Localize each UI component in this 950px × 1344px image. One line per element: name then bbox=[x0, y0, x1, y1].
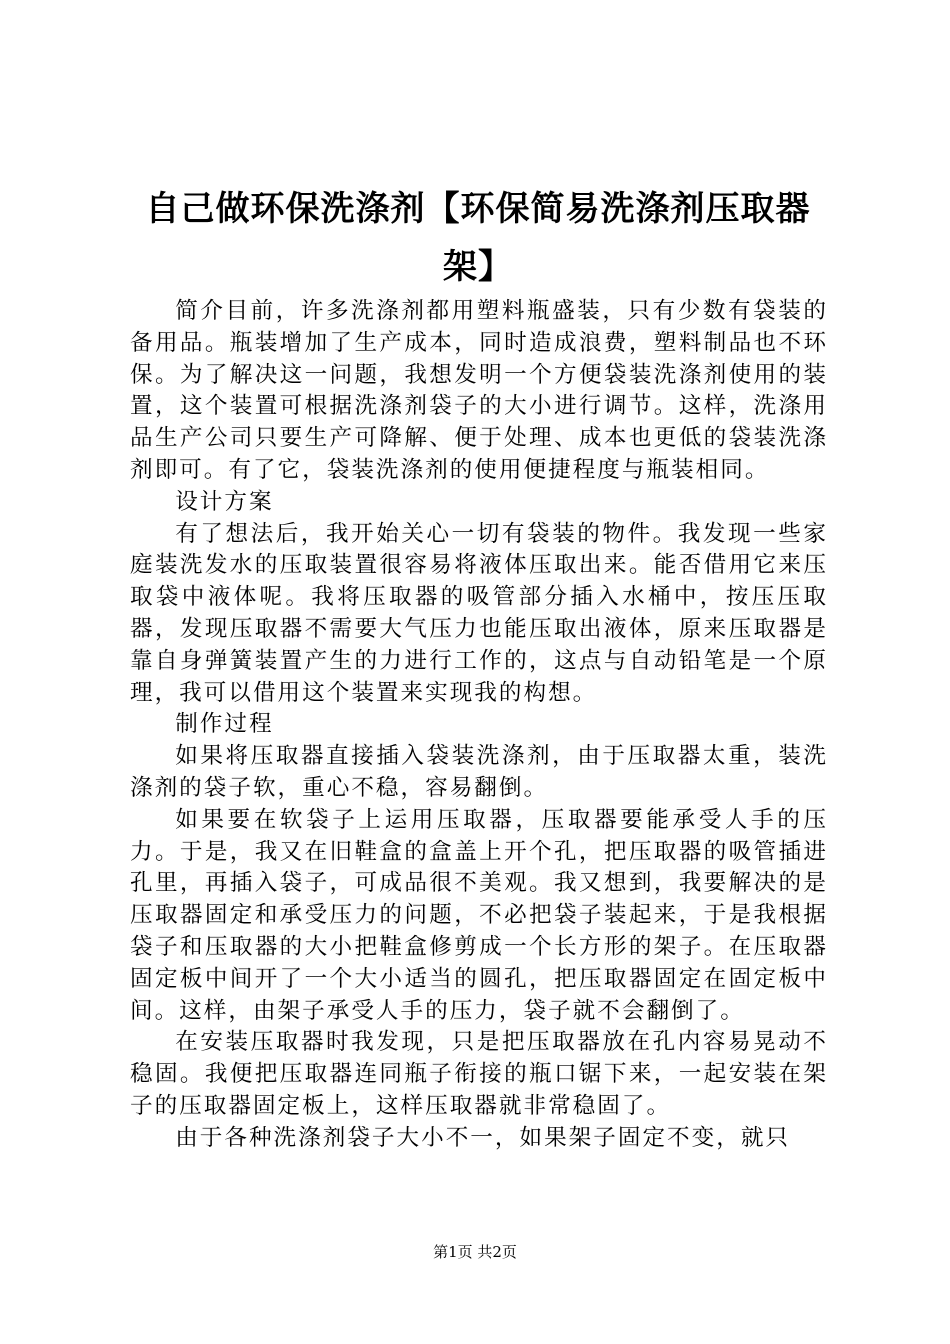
page-footer: 第1页 共2页 bbox=[433, 1243, 517, 1261]
paragraph-process-2: 如果要在软袋子上运用压取器，压取器要能承受人手的压力。于是，我又在旧鞋盒的盒盖上开个孔，把压取器的吸管插进孔里，再插入袋子，可成品很不美观。我又想到，我要解决的是压取器固定和承受压力的问题，不必把袋子装起来，于是我根据袋子和压取器的大小把鞋盒修剪成一个长方形的架子。在压取器固定板中间开了一个大小适当的圆孔，把压取器固定在固定板中间。这样，由架子承受人手的压力，袋子就不会翻倒了。 bbox=[130, 806, 828, 1024]
paragraph-intro: 简介目前，许多洗涤剂都用塑料瓶盛装，只有少数有袋装的备用品。瓶装增加了生产成本，同时造成浪费，塑料制品也不环保。为了解决这一问题，我想发明一个方便袋装洗涤剂使用的装置，这个装置可根据洗涤剂袋子的大小进行调节。这样，洗涤用品生产公司只要生产可降解、便于处理、成本也更低的袋装洗涤剂即可。有了它，袋装洗涤剂的使用便捷程度与瓶装相同。 bbox=[130, 298, 828, 483]
paragraph-process-4: 由于各种洗涤剂袋子大小不一，如果架子固定不变，就只 bbox=[175, 1124, 791, 1151]
section-heading-process: 制作过程 bbox=[175, 711, 274, 738]
paragraph-design: 有了想法后，我开始关心一切有袋装的物件。我发现一些家庭装洗发水的压取装置很容易将液体压取出来。能否借用它来压取袋中液体呢。我将压取器的吸管部分插入水桶中，按压压取器，发现压取器不需要大气压力也能压取出液体，原来压取器是靠自身弹簧装置产生的力进行工作的，这点与自动铅笔是一个原理，我可以借用这个装置来实现我的构想。 bbox=[130, 520, 828, 706]
document-title: 自己做环保洗涤剂【环保简易洗涤剂压取器架】 bbox=[145, 189, 811, 287]
paragraph-process-3: 在安装压取器时我发现，只是把压取器放在孔内容易晃动不稳固。我便把压取器连同瓶子衔接的瓶口锯下来，一起安装在架子的压取器固定板上，这样压取器就非常稳固了。 bbox=[130, 1029, 828, 1119]
paragraph-process-1: 如果将压取器直接插入袋装洗涤剂，由于压取器太重，装洗涤剂的袋子软，重心不稳，容易翻倒。 bbox=[130, 743, 828, 801]
document-body bbox=[130, 296, 828, 1155]
section-heading-design: 设计方案 bbox=[175, 488, 274, 515]
